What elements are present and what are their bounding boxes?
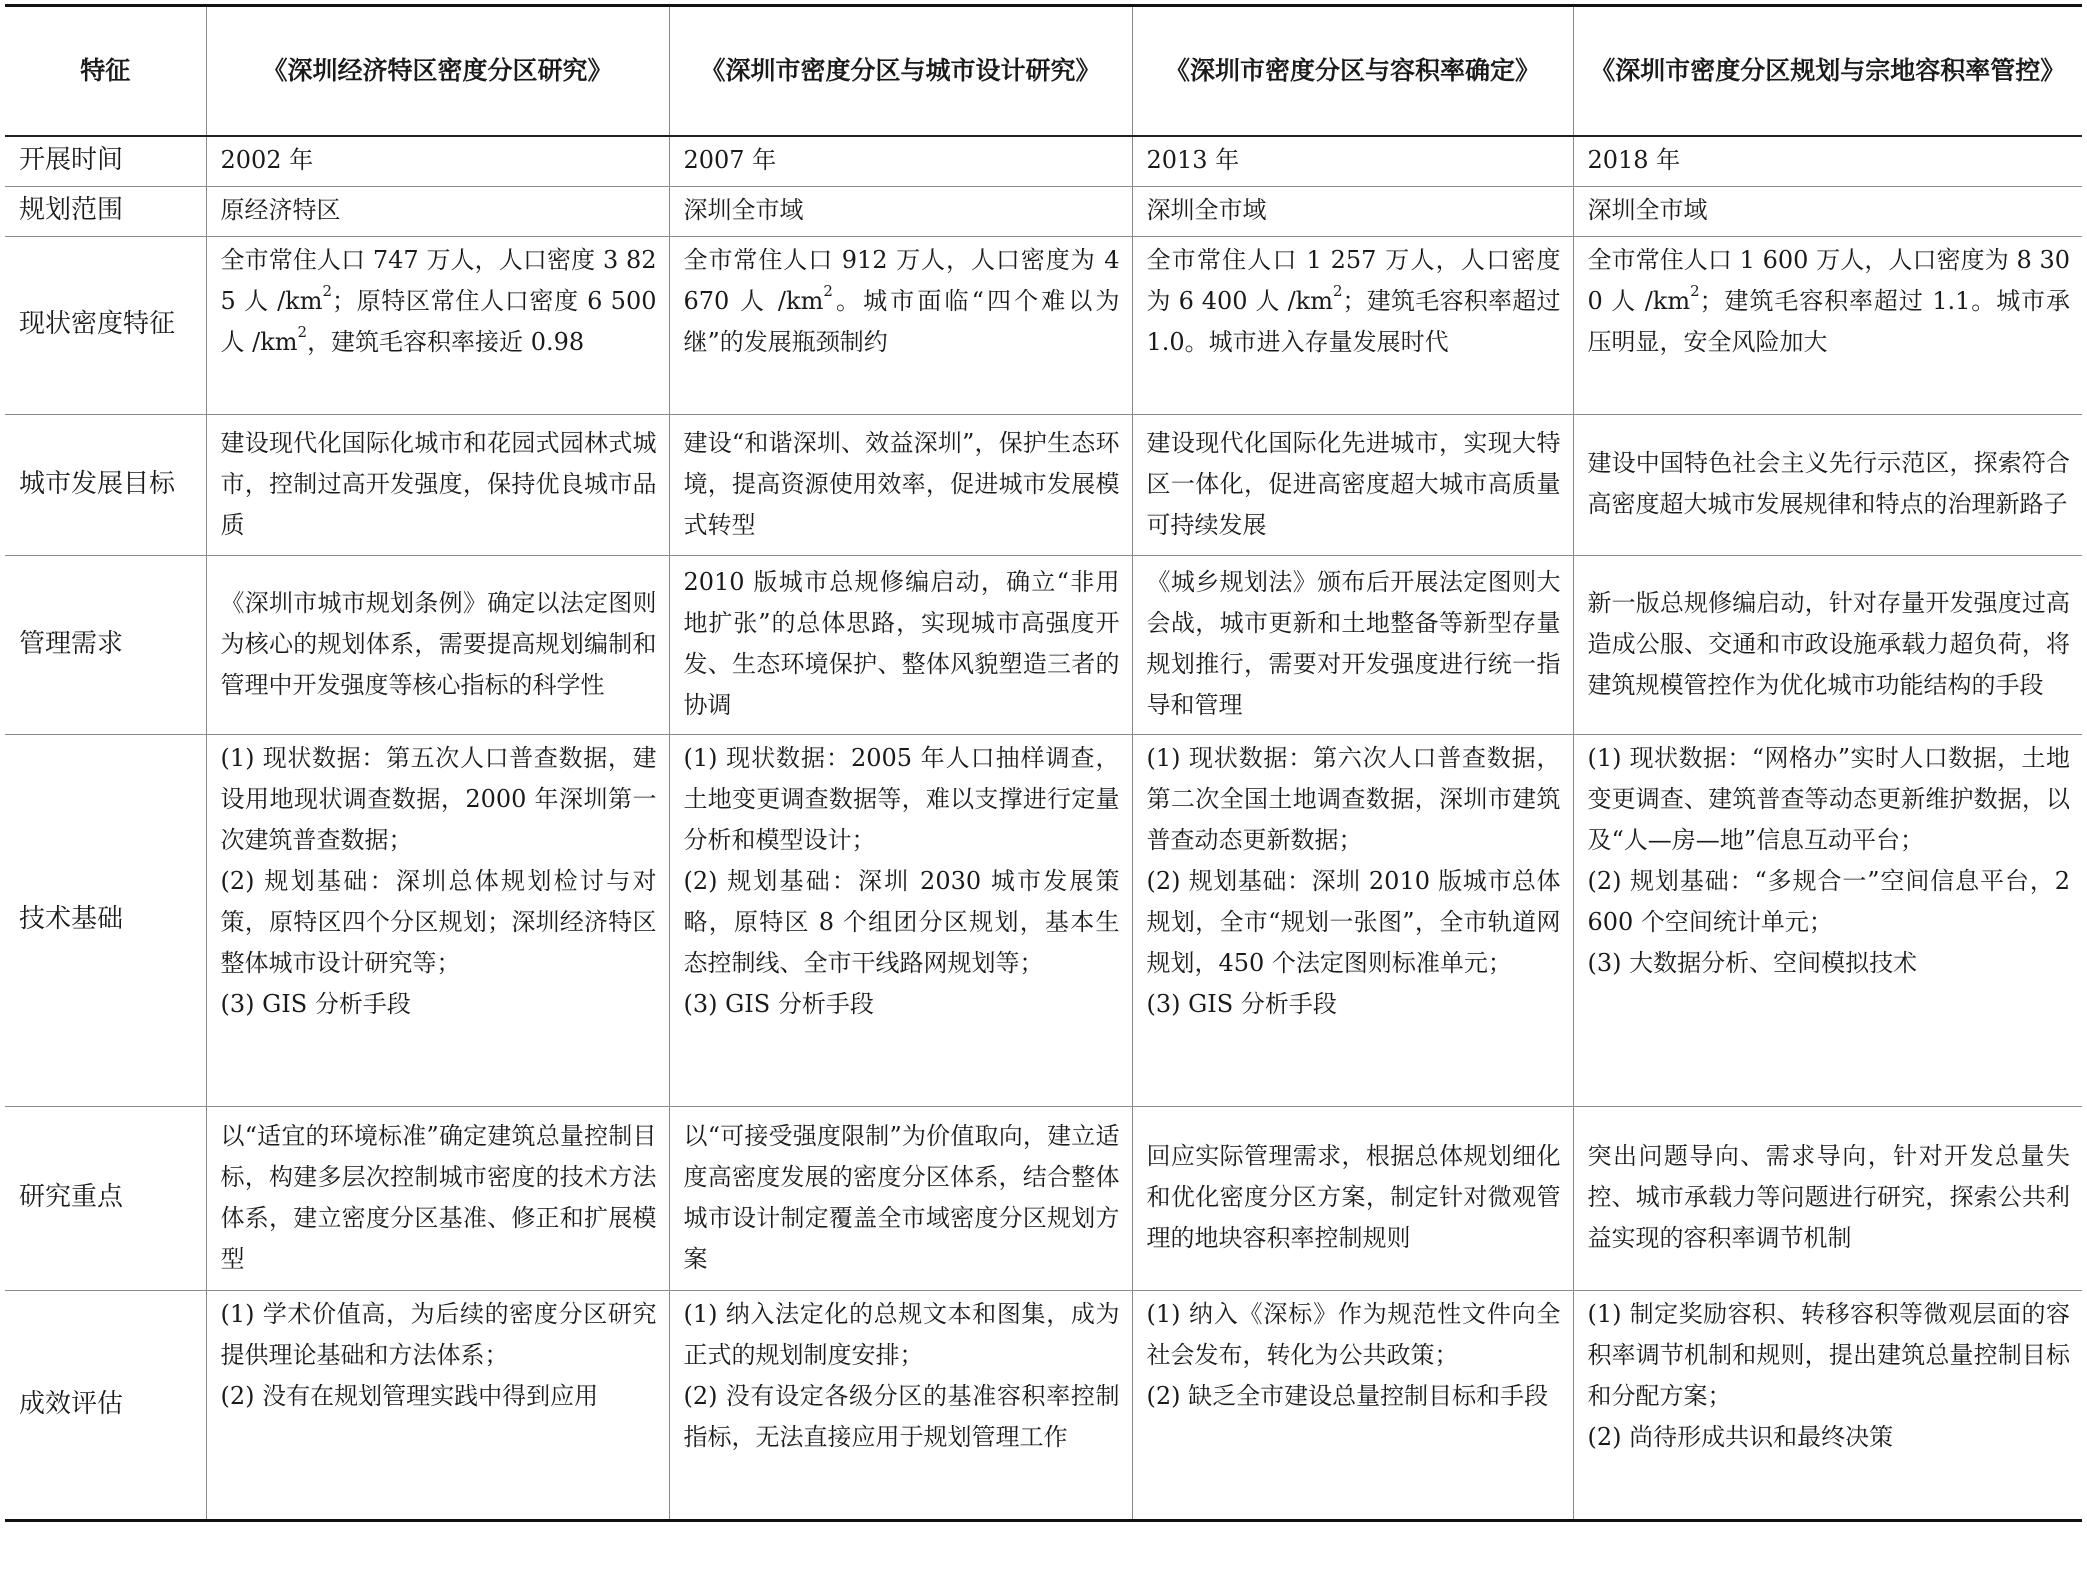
table-cell: 回应实际管理需求，根据总体规划细化和优化密度分区方案，制定针对微观管理的地块容积率控制规则	[1132, 1107, 1573, 1291]
table-cell: 以“可接受强度限制”为价值取向，建立适度高密度发展的密度分区体系，结合整体城市设计制定覆盖全市域密度分区规划方案	[669, 1107, 1132, 1291]
list-item: (2) 尚待形成共识和最终决策	[1587, 1423, 1894, 1451]
table-cell: 《深圳市城市规划条例》确定以法定图则为核心的规划体系，需要提高规划编制和管理中开发强度等核心指标的科学性	[206, 556, 669, 735]
row-label-development-goal: 城市发展目标	[5, 415, 206, 556]
superscript: 2	[322, 282, 332, 300]
superscript: 2	[297, 323, 308, 341]
list-item: (1) 现状数据：2005 年人口抽样调查，土地变更调查数据等，难以支撑进行定量分析和模型设计；	[683, 744, 1120, 854]
table-cell: 2018 年	[1573, 136, 2082, 187]
row-label-start-time: 开展时间	[5, 136, 206, 187]
list-item: (1) 学术价值高，为后续的密度分区研究提供理论基础和方法体系；	[220, 1300, 657, 1369]
header-study-2013: 《深圳市密度分区与容积率确定》	[1132, 6, 1573, 137]
table-cell: 建设中国特色社会主义先行示范区，探索符合高密度超大城市发展规律和特点的治理新路子	[1573, 415, 2082, 556]
row-label-research-focus: 研究重点	[5, 1107, 206, 1291]
table-cell	[206, 735, 669, 1107]
comparison-table	[5, 4, 2082, 1522]
table-cell	[669, 1291, 1132, 1521]
table-row	[5, 237, 2082, 415]
table-cell: 全市常住人口 1 257 万人，人口密度为 6 400 人 $/km^2$；建筑毛容积率超过 1.0。城市进入存量发展时代	[1132, 237, 1573, 415]
list-item: (3) GIS 分析手段	[1146, 990, 1337, 1018]
list-item: (1) 纳入法定化的总规文本和图集，成为正式的规划制度安排；	[683, 1300, 1120, 1369]
table-cell	[669, 735, 1132, 1107]
table-row	[5, 1107, 2082, 1291]
list-item: (2) 没有设定各级分区的基准容积率控制指标，无法直接应用于规划管理工作	[683, 1382, 1120, 1451]
table-cell: 建设现代化国际化城市和花园式园林式城市，控制过高开发强度，保持优良城市品质	[206, 415, 669, 556]
table-cell: 建设现代化国际化先进城市，实现大特区一体化，促进高密度超大城市高质量可持续发展	[1132, 415, 1573, 556]
list-item: (1) 纳入《深标》作为规范性文件向全社会发布，转化为公共政策；	[1146, 1300, 1561, 1369]
table-row	[5, 187, 2082, 237]
list-item: (3) GIS 分析手段	[220, 990, 411, 1018]
table-cell: 《城乡规划法》颁布后开展法定图则大会战，城市更新和土地整备等新型存量规划推行，需要对开发强度进行统一指导和管理	[1132, 556, 1573, 735]
list-item: (2) 规划基础：深圳 2030 城市发展策略，原特区 8 个组团分区规划，基本生态控制线、全市干线路网规划等；	[683, 867, 1120, 977]
table-cell	[206, 1291, 669, 1521]
table-cell: 以“适宜的环境标准”确定建筑总量控制目标，构建多层次控制城市密度的技术方法体系，建立密度分区基准、修正和扩展模型	[206, 1107, 669, 1291]
table-row	[5, 735, 2082, 1107]
row-label-planning-scope: 规划范围	[5, 187, 206, 237]
list-item: (2) 规划基础：深圳总体规划检讨与对策，原特区四个分区规划；深圳经济特区整体城市设计研究等；	[220, 867, 657, 977]
list-item: (2) 没有在规划管理实践中得到应用	[220, 1382, 599, 1410]
table-row	[5, 415, 2082, 556]
table-cell: 建设“和谐深圳、效益深圳”，保护生态环境，提高资源使用效率，促进城市发展模式转型	[669, 415, 1132, 556]
row-label-management-needs: 管理需求	[5, 556, 206, 735]
table-body	[5, 136, 2082, 1521]
table-cell: 突出问题导向、需求导向，针对开发总量失控、城市承载力等问题进行研究，探索公共利益实现的容积率调节机制	[1573, 1107, 2082, 1291]
list-item: (1) 制定奖励容积、转移容积等微观层面的容积率调节机制和规则，提出建筑总量控制目标和分配方案；	[1587, 1300, 2070, 1410]
table-cell	[1573, 1291, 2082, 1521]
list-item: (1) 现状数据：“网格办”实时人口数据，土地变更调查、建筑普查等动态更新维护数据，以及“人—房—地”信息互动平台；	[1587, 744, 2070, 854]
table-cell	[1132, 1291, 1573, 1521]
table-cell: 全市常住人口 747 万人，人口密度 3 825 人 $/km^2$；原特区常住人口密度 6 500 人 $/km^2$，建筑毛容积率接近 0.98	[206, 237, 669, 415]
table-cell: 全市常住人口 912 万人，人口密度为 4 670 人 $/km^2$。城市面临“四个难以为继”的发展瓶颈制约	[669, 237, 1132, 415]
table-cell	[1573, 735, 2082, 1107]
header-study-2007: 《深圳市密度分区与城市设计研究》	[669, 6, 1132, 137]
list-item: (2) 规划基础：“多规合一”空间信息平台，2 600 个空间统计单元；	[1587, 867, 2070, 936]
list-item: (1) 现状数据：第五次人口普查数据，建设用地现状调查数据，2000 年深圳第一次建筑普查数据；	[220, 744, 657, 854]
table-row	[5, 556, 2082, 735]
row-label-effectiveness: 成效评估	[5, 1291, 206, 1521]
row-label-density-status: 现状密度特征	[5, 237, 206, 415]
list-item: (3) 大数据分析、空间模拟技术	[1587, 949, 1918, 977]
table-cell	[1132, 735, 1573, 1107]
header-study-2002: 《深圳经济特区密度分区研究》	[206, 6, 669, 137]
row-label-technical-basis: 技术基础	[5, 735, 206, 1107]
table-cell: 深圳全市域	[1132, 187, 1573, 237]
table-cell: 2013 年	[1132, 136, 1573, 187]
list-item: (3) GIS 分析手段	[683, 990, 874, 1018]
table-cell: 2002 年	[206, 136, 669, 187]
list-item: (2) 缺乏全市建设总量控制目标和手段	[1146, 1382, 1549, 1410]
table-row	[5, 136, 2082, 187]
table-cell: 2007 年	[669, 136, 1132, 187]
table-cell: 全市常住人口 1 600 万人，人口密度为 8 300 人 $/km^2$；建筑毛容积率超过 1.1。城市承压明显，安全风险加大	[1573, 237, 2082, 415]
table-cell: 原经济特区	[206, 187, 669, 237]
superscript: 2	[1332, 282, 1343, 300]
superscript: 2	[1690, 282, 1700, 300]
header-study-2018: 《深圳市密度分区规划与宗地容积率管控》	[1573, 6, 2082, 137]
header-feature: 特征	[5, 6, 206, 137]
table-cell: 深圳全市域	[1573, 187, 2082, 237]
list-item: (1) 现状数据：第六次人口普查数据，第二次全国土地调查数据，深圳市建筑普查动态更新数据；	[1146, 744, 1561, 854]
table-row	[5, 1291, 2082, 1521]
header-row	[5, 6, 2082, 137]
table-cell: 深圳全市域	[669, 187, 1132, 237]
table-cell: 新一版总规修编启动，针对存量开发强度过高造成公服、交通和市政设施承载力超负荷，将建筑规模管控作为优化城市功能结构的手段	[1573, 556, 2082, 735]
list-item: (2) 规划基础：深圳 2010 版城市总体规划，全市“规划一张图”，全市轨道网规划，450 个法定图则标准单元；	[1146, 867, 1561, 977]
superscript: 2	[823, 282, 833, 300]
table-cell: 2010 版城市总规修编启动，确立“非用地扩张”的总体思路，实现城市高强度开发、生态环境保护、整体风貌塑造三者的协调	[669, 556, 1132, 735]
